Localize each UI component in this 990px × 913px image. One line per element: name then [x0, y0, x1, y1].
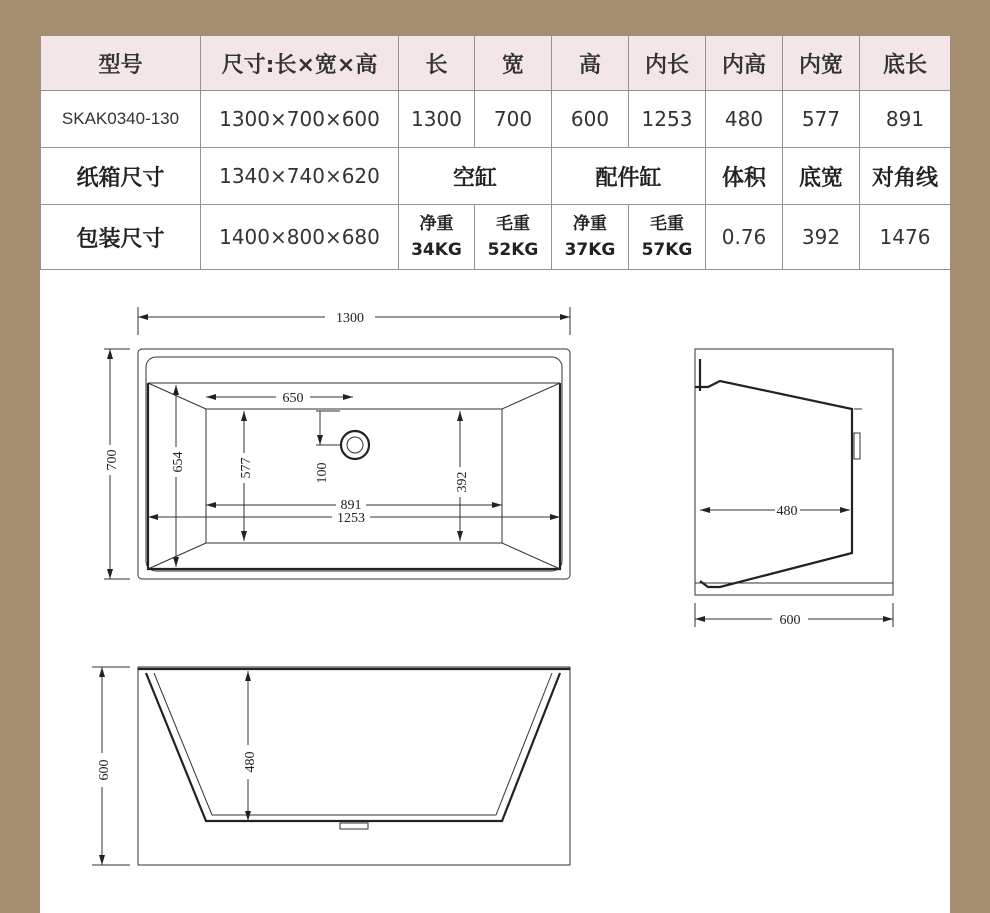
table-cell: 577	[783, 91, 860, 148]
weight-label: 净重	[573, 214, 607, 234]
bottom-width-value: 392	[783, 205, 860, 270]
weight-label: 毛重	[650, 214, 684, 234]
empty-tub-label: 空缸	[399, 148, 552, 205]
table-cell: 1253	[629, 91, 706, 148]
table-cell: 480	[706, 91, 783, 148]
side-view-outline	[695, 349, 893, 595]
side-view-basin-profile	[695, 381, 852, 587]
overflow-fitting	[854, 433, 860, 459]
weight-value: 37KG	[564, 240, 616, 260]
weight-label: 毛重	[496, 214, 530, 234]
weight-value: 34KG	[411, 240, 462, 260]
table-cell: 891	[860, 91, 951, 148]
volume-value: 0.76	[706, 205, 783, 270]
dim-inner-width-b: 577	[239, 457, 254, 479]
front-view-basin-profile	[146, 673, 560, 821]
bottom-width-label: 底宽	[783, 148, 860, 205]
dim-bottom-length: 891	[340, 498, 362, 513]
front-view	[92, 667, 570, 865]
top-view-edge	[502, 543, 560, 569]
diagonal-label: 对角线	[860, 148, 951, 205]
spec-sheet	[40, 35, 950, 913]
top-view-edge	[148, 543, 206, 569]
dim-side-width: 600	[779, 613, 801, 628]
diagonal-value: 1476	[860, 205, 951, 270]
top-view-basin-edge	[148, 383, 560, 569]
carton-size-label: 纸箱尺寸	[41, 148, 201, 205]
dim-inner-length: 1253	[337, 511, 365, 526]
top-view-edge	[148, 383, 206, 409]
drain-inner	[347, 437, 363, 453]
package-size-label: 包装尺寸	[41, 205, 201, 270]
header-cell: 宽	[475, 36, 552, 91]
dim-side-inner: 480	[776, 504, 798, 519]
dim-drain-y: 100	[315, 462, 330, 484]
weight-value: 52KG	[487, 240, 539, 260]
dim-bottom-width: 392	[455, 471, 470, 493]
top-view	[104, 307, 570, 579]
with-parts-label: 配件缸	[552, 148, 706, 205]
weight-value: 57KG	[641, 240, 693, 260]
side-view	[695, 349, 893, 628]
header-cell: 底长	[860, 36, 951, 91]
weight-label: 净重	[419, 214, 454, 234]
table-cell: 700	[475, 91, 552, 148]
dim-front-inner: 480	[243, 751, 258, 773]
volume-label: 体积	[706, 148, 783, 205]
technical-drawing	[40, 35, 950, 913]
header-cell: 长	[399, 36, 475, 91]
front-view-basin-inner	[154, 673, 552, 815]
header-cell: 尺寸:长×宽×高	[201, 36, 399, 91]
dim-width: 700	[105, 449, 120, 471]
top-view-inner-rim	[146, 357, 562, 571]
package-size-value: 1400×800×680	[201, 205, 399, 270]
drain-outer	[341, 431, 369, 459]
drain-fitting	[340, 823, 368, 829]
dim-front-height: 600	[97, 759, 112, 781]
header-cell: 内高	[706, 36, 783, 91]
table-cell: 1300	[399, 91, 475, 148]
front-view-outline	[138, 667, 570, 865]
header-cell: 型号	[41, 36, 201, 91]
dim-inner-width-a: 654	[171, 451, 186, 473]
top-view-edge	[502, 383, 560, 409]
dim-drain-x: 650	[282, 391, 304, 406]
header-cell: 内长	[629, 36, 706, 91]
model-number: SKAK0340-130	[41, 91, 201, 148]
header-cell: 高	[552, 36, 629, 91]
carton-size-value: 1340×740×620	[201, 148, 399, 205]
table-cell: 1300×700×600	[201, 91, 399, 148]
header-cell: 内宽	[783, 36, 860, 91]
dim-length: 1300	[336, 311, 364, 326]
table-cell: 600	[552, 91, 629, 148]
